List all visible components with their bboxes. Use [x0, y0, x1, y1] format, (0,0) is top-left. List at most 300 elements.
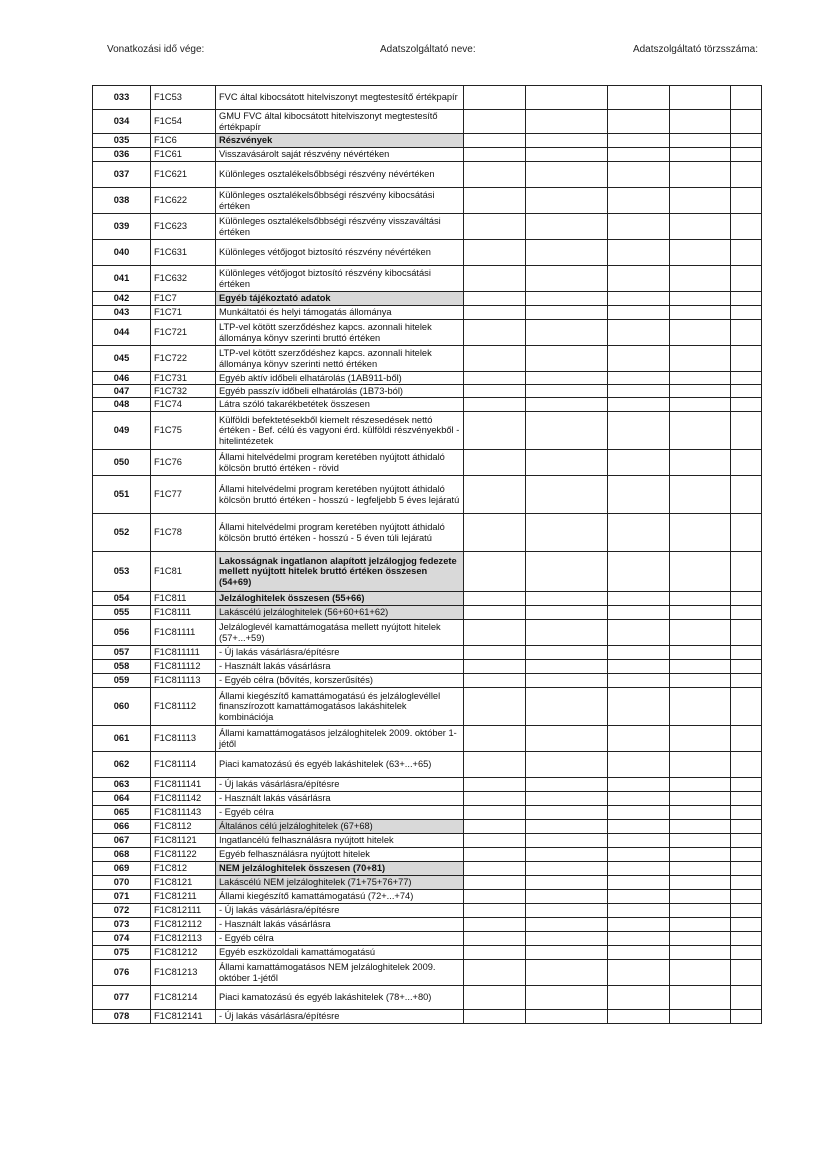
value-cell[interactable]: [608, 890, 670, 904]
value-cell[interactable]: [670, 266, 731, 292]
value-cell[interactable]: [670, 592, 731, 606]
row-label: NEM jelzáloghitelek összesen (70+81): [216, 862, 464, 876]
table-row: [93, 960, 762, 986]
value-cell[interactable]: [526, 592, 608, 606]
value-cell[interactable]: [608, 918, 670, 932]
value-cell[interactable]: [731, 372, 762, 385]
value-cell[interactable]: [526, 86, 608, 110]
row-label: Állami kiegészítő kamattámogatású (72+...+74): [216, 890, 464, 904]
value-cell[interactable]: [526, 214, 608, 240]
value-cell[interactable]: [608, 606, 670, 620]
row-label: - Egyéb célra (bővítés, korszerűsítés): [216, 674, 464, 688]
value-cell[interactable]: [670, 398, 731, 412]
row-code: 043: [93, 306, 151, 320]
value-cell[interactable]: [464, 820, 526, 834]
value-cell[interactable]: [731, 552, 762, 592]
value-cell[interactable]: [526, 188, 608, 214]
value-cell[interactable]: [464, 960, 526, 986]
table-row: [93, 134, 762, 148]
value-cell[interactable]: [464, 266, 526, 292]
value-cell[interactable]: [464, 372, 526, 385]
value-cell[interactable]: [526, 726, 608, 752]
value-cell[interactable]: [526, 904, 608, 918]
value-cell[interactable]: [731, 412, 762, 450]
value-cell[interactable]: [608, 876, 670, 890]
value-cell[interactable]: [608, 346, 670, 372]
value-cell[interactable]: [731, 188, 762, 214]
row-code: 076: [93, 960, 151, 986]
row-label: Általános célú jelzáloghitelek (67+68): [216, 820, 464, 834]
value-cell[interactable]: [731, 726, 762, 752]
value-cell[interactable]: [731, 240, 762, 266]
value-cell[interactable]: [731, 904, 762, 918]
value-cell[interactable]: [464, 620, 526, 646]
row-code: 048: [93, 398, 151, 412]
value-cell[interactable]: [608, 514, 670, 552]
value-cell[interactable]: [608, 986, 670, 1010]
value-cell[interactable]: [608, 306, 670, 320]
table-row: [93, 266, 762, 292]
value-cell[interactable]: [526, 306, 608, 320]
row-id: F1C81213: [151, 960, 216, 986]
value-cell[interactable]: [731, 134, 762, 148]
table-row: [93, 904, 762, 918]
value-cell[interactable]: [526, 450, 608, 476]
table-row: [93, 806, 762, 820]
value-cell[interactable]: [526, 792, 608, 806]
value-cell[interactable]: [731, 398, 762, 412]
value-cell[interactable]: [608, 960, 670, 986]
value-cell[interactable]: [608, 162, 670, 188]
value-cell[interactable]: [526, 834, 608, 848]
value-cell[interactable]: [464, 932, 526, 946]
table-row: [93, 946, 762, 960]
value-cell[interactable]: [608, 932, 670, 946]
value-cell[interactable]: [464, 412, 526, 450]
row-code: 034: [93, 110, 151, 134]
row-code: 039: [93, 214, 151, 240]
table-row: [93, 660, 762, 674]
value-cell[interactable]: [608, 188, 670, 214]
value-cell[interactable]: [526, 476, 608, 514]
value-cell[interactable]: [731, 320, 762, 346]
value-cell[interactable]: [670, 240, 731, 266]
value-cell[interactable]: [608, 214, 670, 240]
value-cell[interactable]: [670, 1010, 731, 1024]
value-cell[interactable]: [670, 450, 731, 476]
row-id: F1C621: [151, 162, 216, 188]
value-cell[interactable]: [670, 86, 731, 110]
value-cell[interactable]: [731, 986, 762, 1010]
value-cell[interactable]: [670, 110, 731, 134]
value-cell[interactable]: [464, 890, 526, 904]
value-cell[interactable]: [731, 306, 762, 320]
value-cell[interactable]: [608, 834, 670, 848]
value-cell[interactable]: [526, 514, 608, 552]
row-code: 061: [93, 726, 151, 752]
value-cell[interactable]: [670, 876, 731, 890]
value-cell[interactable]: [670, 660, 731, 674]
value-cell[interactable]: [731, 792, 762, 806]
value-cell[interactable]: [731, 946, 762, 960]
row-id: F1C811143: [151, 806, 216, 820]
value-cell[interactable]: [464, 450, 526, 476]
value-cell[interactable]: [670, 385, 731, 398]
value-cell[interactable]: [731, 476, 762, 514]
value-cell[interactable]: [670, 476, 731, 514]
value-cell[interactable]: [526, 320, 608, 346]
value-cell[interactable]: [464, 726, 526, 752]
value-cell[interactable]: [608, 904, 670, 918]
value-cell[interactable]: [526, 960, 608, 986]
value-cell[interactable]: [608, 240, 670, 266]
value-cell[interactable]: [731, 932, 762, 946]
row-id: F1C81211: [151, 890, 216, 904]
value-cell[interactable]: [526, 412, 608, 450]
value-cell[interactable]: [526, 646, 608, 660]
row-label: Visszavásárolt saját részvény névértéken: [216, 148, 464, 162]
value-cell[interactable]: [731, 918, 762, 932]
row-id: F1C8112: [151, 820, 216, 834]
value-cell[interactable]: [464, 660, 526, 674]
value-cell[interactable]: [670, 346, 731, 372]
value-cell[interactable]: [608, 620, 670, 646]
value-cell[interactable]: [608, 688, 670, 726]
value-cell[interactable]: [731, 385, 762, 398]
row-label: Állami kiegészítő kamattámogatású és jelzáloglevéllel finanszírozott kamattámogatásos lakáshitelek kombinációja: [216, 688, 464, 726]
table-row: [93, 932, 762, 946]
value-cell[interactable]: [464, 514, 526, 552]
row-id: F1C7: [151, 292, 216, 306]
value-cell[interactable]: [731, 646, 762, 660]
value-cell[interactable]: [670, 960, 731, 986]
value-cell[interactable]: [731, 806, 762, 820]
value-cell[interactable]: [608, 266, 670, 292]
row-id: F1C731: [151, 372, 216, 385]
value-cell[interactable]: [526, 134, 608, 148]
row-code: 052: [93, 514, 151, 552]
value-cell[interactable]: [670, 674, 731, 688]
value-cell[interactable]: [670, 134, 731, 148]
value-cell[interactable]: [670, 932, 731, 946]
value-cell[interactable]: [464, 862, 526, 876]
value-cell[interactable]: [731, 890, 762, 904]
value-cell[interactable]: [731, 110, 762, 134]
value-cell[interactable]: [526, 862, 608, 876]
value-cell[interactable]: [608, 110, 670, 134]
value-cell[interactable]: [670, 986, 731, 1010]
table-row: [93, 385, 762, 398]
value-cell[interactable]: [464, 134, 526, 148]
value-cell[interactable]: [526, 398, 608, 412]
row-id: F1C81: [151, 552, 216, 592]
row-id: F1C812111: [151, 904, 216, 918]
value-cell[interactable]: [731, 834, 762, 848]
value-cell[interactable]: [731, 674, 762, 688]
value-cell[interactable]: [526, 110, 608, 134]
value-cell[interactable]: [670, 646, 731, 660]
row-label: - Egyéb célra: [216, 932, 464, 946]
value-cell[interactable]: [670, 412, 731, 450]
value-cell[interactable]: [731, 86, 762, 110]
value-cell[interactable]: [670, 214, 731, 240]
value-cell[interactable]: [670, 148, 731, 162]
row-id: F1C61: [151, 148, 216, 162]
value-cell[interactable]: [608, 660, 670, 674]
value-cell[interactable]: [731, 514, 762, 552]
row-code: 072: [93, 904, 151, 918]
value-cell[interactable]: [670, 292, 731, 306]
value-cell[interactable]: [670, 372, 731, 385]
row-id: F1C811142: [151, 792, 216, 806]
value-cell[interactable]: [608, 674, 670, 688]
row-label: Jelzáloghitelek összesen (55+66): [216, 592, 464, 606]
value-cell[interactable]: [464, 476, 526, 514]
row-code: 051: [93, 476, 151, 514]
value-cell[interactable]: [608, 946, 670, 960]
value-cell[interactable]: [464, 214, 526, 240]
value-cell[interactable]: [464, 792, 526, 806]
row-id: F1C811112: [151, 660, 216, 674]
row-code: 040: [93, 240, 151, 266]
value-cell[interactable]: [731, 1010, 762, 1024]
value-cell[interactable]: [464, 162, 526, 188]
row-code: 078: [93, 1010, 151, 1024]
value-cell[interactable]: [670, 726, 731, 752]
value-cell[interactable]: [670, 620, 731, 646]
value-cell[interactable]: [464, 86, 526, 110]
value-cell[interactable]: [670, 848, 731, 862]
row-label: FVC által kibocsátott hitelviszonyt megtestesítő értékpapír: [216, 86, 464, 110]
value-cell[interactable]: [526, 848, 608, 862]
value-cell[interactable]: [464, 188, 526, 214]
value-cell[interactable]: [526, 606, 608, 620]
value-cell[interactable]: [464, 752, 526, 778]
row-id: F1C81114: [151, 752, 216, 778]
value-cell[interactable]: [608, 385, 670, 398]
value-cell[interactable]: [731, 606, 762, 620]
value-cell[interactable]: [608, 1010, 670, 1024]
value-cell[interactable]: [731, 620, 762, 646]
value-cell[interactable]: [608, 148, 670, 162]
value-cell[interactable]: [464, 306, 526, 320]
value-cell[interactable]: [670, 904, 731, 918]
value-cell[interactable]: [608, 412, 670, 450]
value-cell[interactable]: [464, 806, 526, 820]
value-cell[interactable]: [731, 346, 762, 372]
value-cell[interactable]: [464, 110, 526, 134]
value-cell[interactable]: [608, 450, 670, 476]
value-cell[interactable]: [464, 398, 526, 412]
row-label: - Új lakás vásárlásra/építésre: [216, 904, 464, 918]
value-cell[interactable]: [464, 848, 526, 862]
value-cell[interactable]: [464, 1010, 526, 1024]
table-row: [93, 162, 762, 188]
value-cell[interactable]: [526, 752, 608, 778]
value-cell[interactable]: [731, 292, 762, 306]
value-cell[interactable]: [731, 592, 762, 606]
value-cell[interactable]: [670, 834, 731, 848]
value-cell[interactable]: [464, 834, 526, 848]
row-label: - Új lakás vásárlásra/építésre: [216, 778, 464, 792]
value-cell[interactable]: [670, 306, 731, 320]
table-row: [93, 986, 762, 1010]
value-cell[interactable]: [670, 862, 731, 876]
value-cell[interactable]: [526, 876, 608, 890]
value-cell[interactable]: [464, 346, 526, 372]
value-cell[interactable]: [464, 606, 526, 620]
value-cell[interactable]: [731, 214, 762, 240]
row-id: F1C8111: [151, 606, 216, 620]
value-cell[interactable]: [464, 986, 526, 1010]
row-id: F1C812141: [151, 1010, 216, 1024]
value-cell[interactable]: [731, 660, 762, 674]
value-cell[interactable]: [670, 752, 731, 778]
table-row: [93, 240, 762, 266]
value-cell[interactable]: [670, 320, 731, 346]
value-cell[interactable]: [608, 134, 670, 148]
row-id: F1C632: [151, 266, 216, 292]
value-cell[interactable]: [608, 778, 670, 792]
value-cell[interactable]: [526, 148, 608, 162]
value-cell[interactable]: [526, 1010, 608, 1024]
value-cell[interactable]: [526, 918, 608, 932]
value-cell[interactable]: [670, 188, 731, 214]
value-cell[interactable]: [608, 552, 670, 592]
value-cell[interactable]: [464, 918, 526, 932]
value-cell[interactable]: [731, 820, 762, 834]
value-cell[interactable]: [464, 148, 526, 162]
value-cell[interactable]: [608, 792, 670, 806]
value-cell[interactable]: [608, 752, 670, 778]
value-cell[interactable]: [731, 862, 762, 876]
value-cell[interactable]: [608, 862, 670, 876]
row-label: Állami hitelvédelmi program keretében nyújtott áthidaló kölcsön bruttó értéken - hosszú - legfeljebb 5 éves lejáratú: [216, 476, 464, 514]
value-cell[interactable]: [526, 688, 608, 726]
value-cell[interactable]: [464, 292, 526, 306]
value-cell[interactable]: [526, 660, 608, 674]
value-cell[interactable]: [670, 946, 731, 960]
value-cell[interactable]: [670, 806, 731, 820]
row-label: Állami kamattámogatásos jelzáloghitelek 2009. október 1-jétől: [216, 726, 464, 752]
value-cell[interactable]: [731, 848, 762, 862]
value-cell[interactable]: [608, 646, 670, 660]
value-cell[interactable]: [526, 778, 608, 792]
value-cell[interactable]: [608, 398, 670, 412]
row-id: F1C721: [151, 320, 216, 346]
value-cell[interactable]: [608, 806, 670, 820]
value-cell[interactable]: [670, 162, 731, 188]
value-cell[interactable]: [464, 552, 526, 592]
value-cell[interactable]: [670, 890, 731, 904]
value-cell[interactable]: [670, 688, 731, 726]
value-cell[interactable]: [464, 674, 526, 688]
value-cell[interactable]: [608, 476, 670, 514]
row-code: 066: [93, 820, 151, 834]
value-cell[interactable]: [670, 606, 731, 620]
row-label: Különleges osztalékelsőbbségi részvény kibocsátási értéken: [216, 188, 464, 214]
value-cell[interactable]: [526, 932, 608, 946]
value-cell[interactable]: [731, 450, 762, 476]
value-cell[interactable]: [526, 385, 608, 398]
value-cell[interactable]: [608, 86, 670, 110]
row-label: Egyéb tájékoztató adatok: [216, 292, 464, 306]
value-cell[interactable]: [464, 688, 526, 726]
value-cell[interactable]: [526, 240, 608, 266]
row-code: 058: [93, 660, 151, 674]
value-cell[interactable]: [731, 148, 762, 162]
value-cell[interactable]: [731, 266, 762, 292]
value-cell[interactable]: [464, 646, 526, 660]
value-cell[interactable]: [526, 986, 608, 1010]
value-cell[interactable]: [464, 876, 526, 890]
row-id: F1C811111: [151, 646, 216, 660]
value-cell[interactable]: [526, 266, 608, 292]
row-label: Piaci kamatozású és egyéb lakáshitelek (63+...+65): [216, 752, 464, 778]
value-cell[interactable]: [670, 552, 731, 592]
value-cell[interactable]: [526, 292, 608, 306]
value-cell[interactable]: [526, 552, 608, 592]
table-row: [93, 476, 762, 514]
value-cell[interactable]: [464, 320, 526, 346]
value-cell[interactable]: [464, 592, 526, 606]
value-cell[interactable]: [608, 292, 670, 306]
value-cell[interactable]: [731, 960, 762, 986]
row-id: F1C623: [151, 214, 216, 240]
provider-registration-label: Adatszolgáltató törzsszáma:: [632, 44, 758, 55]
table-row: [93, 412, 762, 450]
value-cell[interactable]: [731, 688, 762, 726]
value-cell[interactable]: [731, 778, 762, 792]
row-code: 056: [93, 620, 151, 646]
value-cell[interactable]: [731, 162, 762, 188]
value-cell[interactable]: [731, 876, 762, 890]
value-cell[interactable]: [670, 820, 731, 834]
value-cell[interactable]: [464, 778, 526, 792]
value-cell[interactable]: [670, 792, 731, 806]
value-cell[interactable]: [464, 385, 526, 398]
value-cell[interactable]: [526, 820, 608, 834]
value-cell[interactable]: [464, 904, 526, 918]
row-label: Egyéb felhasználásra nyújtott hitelek: [216, 848, 464, 862]
value-cell[interactable]: [526, 162, 608, 188]
value-cell[interactable]: [526, 620, 608, 646]
table-row: [93, 1010, 762, 1024]
value-cell[interactable]: [670, 514, 731, 552]
value-cell[interactable]: [526, 346, 608, 372]
table-row: [93, 592, 762, 606]
value-cell[interactable]: [526, 674, 608, 688]
row-code: 045: [93, 346, 151, 372]
value-cell[interactable]: [526, 806, 608, 820]
value-cell[interactable]: [526, 890, 608, 904]
value-cell[interactable]: [608, 320, 670, 346]
row-label: GMU FVC által kibocsátott hitelviszonyt megtestesítő értékpapír: [216, 110, 464, 134]
value-cell[interactable]: [670, 918, 731, 932]
value-cell[interactable]: [526, 372, 608, 385]
value-cell[interactable]: [608, 592, 670, 606]
value-cell[interactable]: [526, 946, 608, 960]
value-cell[interactable]: [670, 778, 731, 792]
value-cell[interactable]: [608, 726, 670, 752]
value-cell[interactable]: [731, 752, 762, 778]
value-cell[interactable]: [608, 848, 670, 862]
row-label: LTP-vel kötött szerződéshez kapcs. azonnali hitelek állománya könyv szerinti nettó értéken: [216, 346, 464, 372]
value-cell[interactable]: [608, 820, 670, 834]
value-cell[interactable]: [464, 240, 526, 266]
value-cell[interactable]: [464, 946, 526, 960]
value-cell[interactable]: [608, 372, 670, 385]
